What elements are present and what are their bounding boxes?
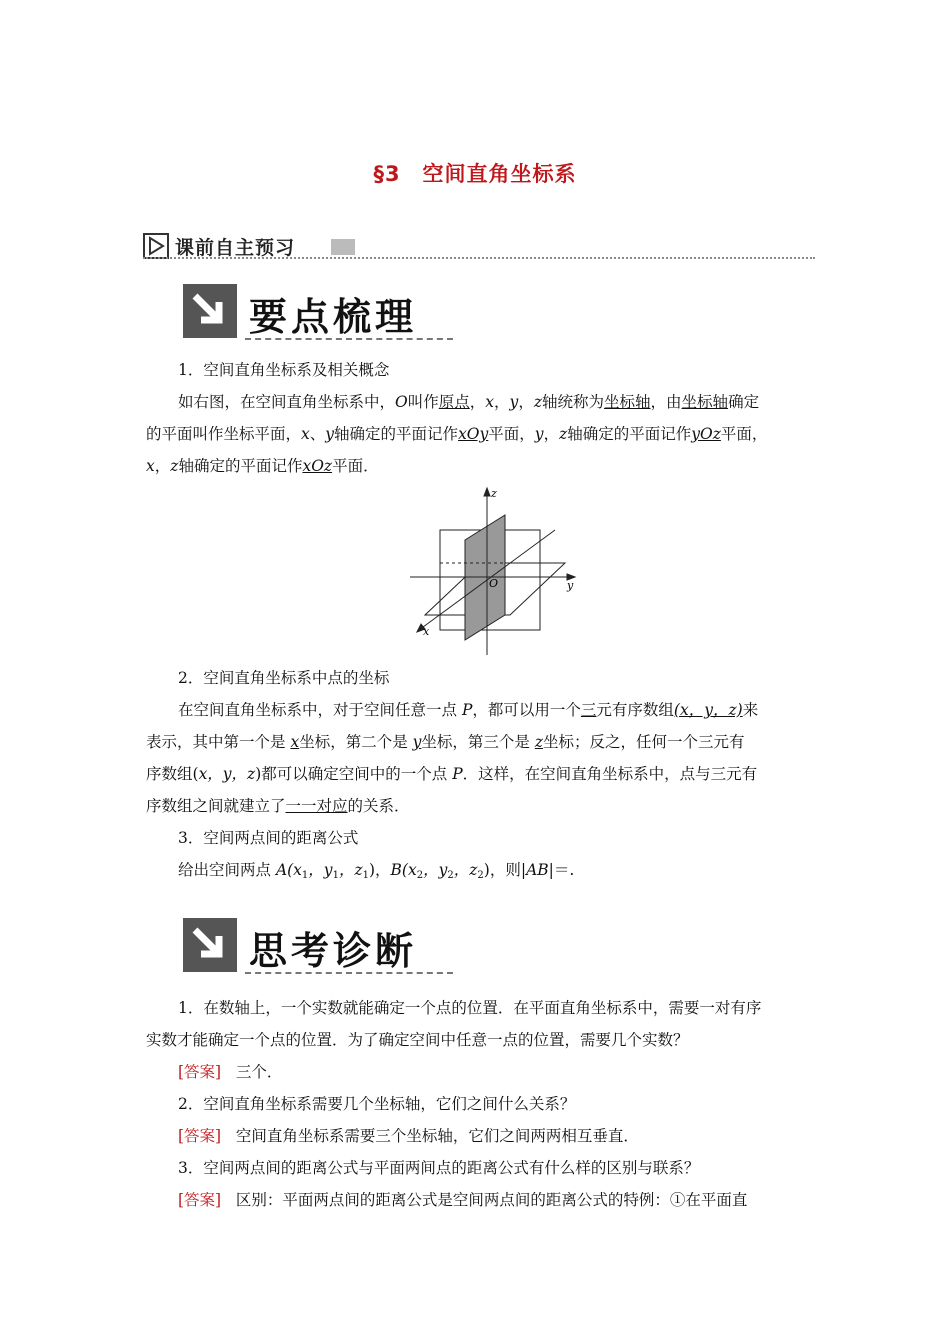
var-x: x <box>146 457 155 475</box>
coordinate-diagram <box>405 485 585 660</box>
section-tag-key-points <box>183 284 453 342</box>
var-P: P <box>461 701 473 719</box>
q2-line1: 2．空间直角坐标系需要几个坐标轴，它们之间什么关系？ <box>178 1095 576 1113</box>
answer-tag: [答案] <box>178 1127 222 1145</box>
text: 坐标，第二个是 <box>299 733 413 751</box>
banner-decoration <box>331 239 355 255</box>
text: 轴确定的平面记作 <box>334 425 459 443</box>
var-xyz: x，y，z <box>198 765 256 783</box>
var-z: z <box>559 425 568 443</box>
answer-text: 空间直角坐标系需要三个坐标轴，它们之间两两相互垂直． <box>235 1127 639 1145</box>
subscript: 2 <box>447 870 454 881</box>
dotted-divider <box>143 257 815 259</box>
term-yOz: yOz <box>691 425 721 443</box>
point2-line2 <box>146 732 745 752</box>
point3-line1 <box>178 860 574 886</box>
var-x: x <box>485 393 495 411</box>
text: 确定 <box>728 393 760 411</box>
text: 坐标；反之，任何一个三元有 <box>543 733 745 751</box>
q2-answer <box>178 1126 639 1146</box>
text: )， <box>368 861 391 879</box>
section-banner <box>143 233 815 261</box>
coordinate-figure <box>405 485 585 660</box>
text: ， <box>469 393 486 411</box>
term-axes: 坐标轴 <box>604 393 651 411</box>
text: 、 <box>309 425 326 443</box>
term-three: 三 <box>580 701 597 719</box>
term-y: y <box>412 733 422 751</box>
text: 来 <box>742 701 759 719</box>
var-y: y <box>509 393 519 411</box>
dashed-underline <box>245 972 453 974</box>
q1-line2: 实数才能确定一个点的位置．为了确定空间中任意一点的位置，需要几个实数？ <box>146 1031 689 1049</box>
dashed-underline <box>245 338 453 340</box>
var-P: P <box>452 765 463 783</box>
var-y: y <box>325 425 335 443</box>
text: 的关系． <box>347 797 410 815</box>
z-arrow <box>484 488 490 496</box>
var-AB: AB <box>526 861 549 879</box>
subscript: 1 <box>332 870 339 881</box>
term-xOz: xOz <box>302 457 333 475</box>
text: ，z <box>453 861 478 879</box>
text: 叫作 <box>407 393 439 411</box>
text: 坐标，第三个是 <box>421 733 535 751</box>
var-x: x <box>301 425 310 443</box>
var-z: z <box>533 393 542 411</box>
term-one-to-one: 一一对应 <box>285 797 348 815</box>
arrow-icon <box>183 284 237 338</box>
text: 表示，其中第一个是 <box>146 733 291 751</box>
text: 平面， <box>488 425 535 443</box>
text: 轴确定的平面记作 <box>567 425 692 443</box>
page-title: §3 空间直角坐标系 <box>373 162 577 186</box>
subscript: 1 <box>362 870 369 881</box>
text: 给出空间两点 <box>178 861 276 879</box>
text: 的平面叫作坐标平面， <box>146 425 302 443</box>
point2-line1 <box>178 700 758 720</box>
q1-line1: 1．在数轴上，一个实数就能确定一个点的位置．在平面直角坐标系中，需要一对有序 <box>178 999 762 1017</box>
text: ， <box>543 425 560 443</box>
text: ，y <box>308 861 333 879</box>
term-origin: 原点 <box>438 393 470 411</box>
z-label: z <box>491 487 497 500</box>
banner-label: 课前自主预习 <box>175 237 296 259</box>
text: 在空间直角坐标系中，对于空间任意一点 <box>178 701 462 719</box>
q3-answer <box>178 1190 747 1210</box>
term-xOy: xOy <box>458 425 489 443</box>
point-B: B(x <box>390 861 417 879</box>
answer-text: 三个． <box>235 1063 283 1081</box>
text: 序数组( <box>146 765 199 783</box>
point-A: A(x <box>275 861 302 879</box>
var-z: z <box>170 457 179 475</box>
text: ， <box>494 393 510 411</box>
text: 平面， <box>720 425 768 443</box>
text: ，z <box>338 861 363 879</box>
play-icon <box>143 233 169 259</box>
text: 序数组之间就建立了 <box>146 797 286 815</box>
text: 如右图，在空间直角坐标系中， <box>178 393 396 411</box>
text: ，y <box>423 861 448 879</box>
term-z: z <box>534 733 543 751</box>
text: ．这样，在空间直角坐标系中，点与三元有 <box>462 765 758 783</box>
point1-line3 <box>146 456 379 476</box>
origin-label: O <box>489 577 499 590</box>
point1-line2 <box>146 424 767 444</box>
text: )都可以确定空间中的一个点 <box>255 765 453 783</box>
answer-text: 区别：平面两点间的距离公式是空间两点间的距离公式的特例：①在平面直 <box>235 1191 748 1209</box>
point3-heading: 3．空间两点间的距离公式 <box>178 829 359 847</box>
text: ，由 <box>650 393 682 411</box>
section-heading: 思考诊断 <box>249 929 418 973</box>
text: 轴统称为 <box>542 393 605 411</box>
term-axes: 坐标轴 <box>681 393 729 411</box>
point2-line3 <box>146 764 757 784</box>
var-y: y <box>534 425 544 443</box>
text: ， <box>154 457 171 475</box>
text: ， <box>518 393 534 411</box>
text: |＝. <box>548 861 575 879</box>
y-label: y <box>567 579 574 592</box>
text: 元有序数组 <box>596 701 674 719</box>
answer-tag: [答案] <box>178 1063 222 1081</box>
text: 平面． <box>332 457 379 475</box>
term-xyz: (x，y，z) <box>673 701 743 719</box>
point1-heading: 1．空间直角坐标系及相关概念 <box>178 361 390 379</box>
subscript: 1 <box>301 870 309 881</box>
answer-tag: [答案] <box>178 1191 222 1209</box>
point1-line1 <box>178 392 759 412</box>
section-heading: 要点梳理 <box>249 295 418 339</box>
subscript: 2 <box>477 870 484 881</box>
point2-heading: 2．空间直角坐标系中点的坐标 <box>178 669 390 687</box>
q1-answer <box>178 1062 282 1082</box>
text: ，都可以用一个 <box>472 701 581 719</box>
text: 轴确定的平面记作 <box>178 457 303 475</box>
q3-line1: 3．空间两点间的距离公式与平面两间点的距离公式有什么样的区别与联系？ <box>178 1159 700 1177</box>
arrow-icon <box>183 918 237 972</box>
var-O: O <box>395 393 408 411</box>
section-tag-thinking <box>183 918 453 976</box>
text: )，则| <box>483 861 527 879</box>
x-label: x <box>423 625 430 638</box>
point2-line4 <box>146 796 410 816</box>
subscript: 2 <box>416 870 424 881</box>
term-x: x <box>290 733 300 751</box>
